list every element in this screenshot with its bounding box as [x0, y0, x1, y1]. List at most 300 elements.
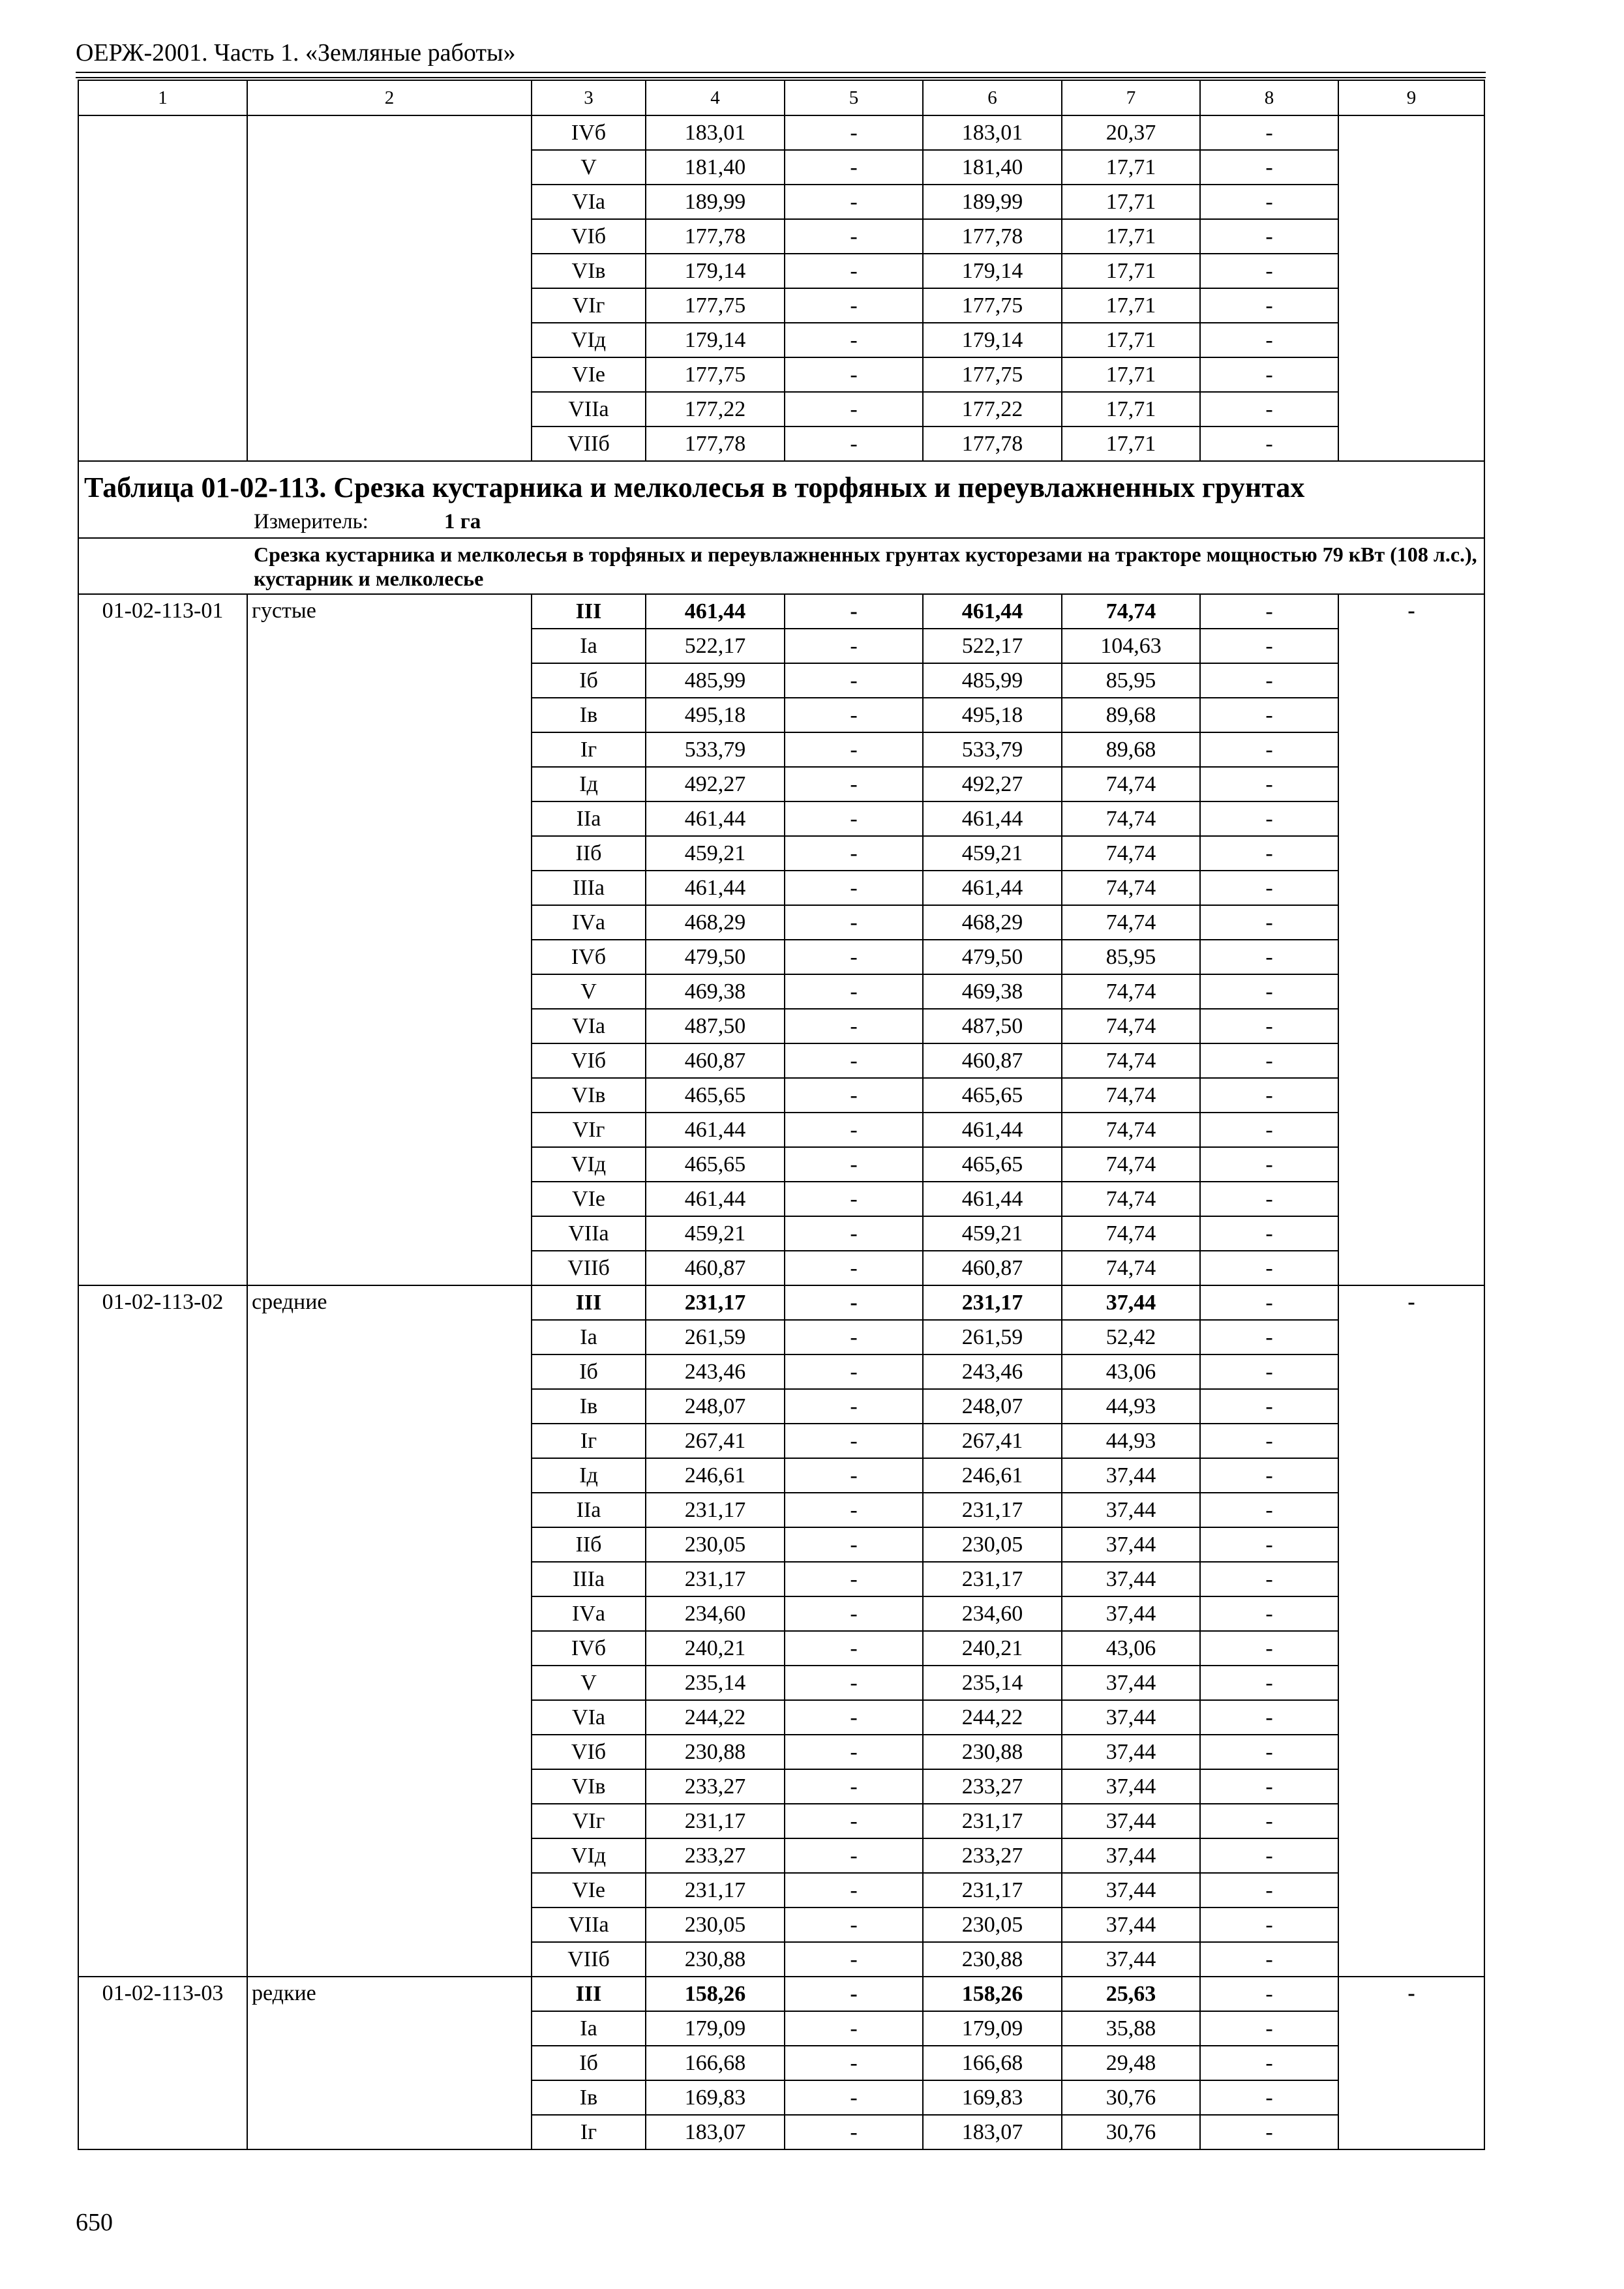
operator-wage-cell: 104,63	[1062, 629, 1200, 663]
material-cost-cell: -	[1200, 1251, 1338, 1285]
machine-cost-cell: 230,05	[923, 1908, 1062, 1942]
machine-cost-cell: 468,29	[923, 905, 1062, 940]
operator-wage-cell: 89,68	[1062, 698, 1200, 732]
material-cost-cell: -	[1200, 836, 1338, 871]
wage-cell: -	[785, 1527, 923, 1562]
wage-cell: -	[785, 871, 923, 905]
material-cost-cell: -	[1200, 1182, 1338, 1216]
direct-cost-cell: 177,78	[646, 426, 785, 461]
wage-cell: -	[785, 905, 923, 940]
soil-group-cell: III	[532, 1285, 646, 1320]
operator-wage-cell: 37,44	[1062, 1942, 1200, 1977]
machine-cost-cell: 469,38	[923, 974, 1062, 1009]
operator-wage-cell: 74,74	[1062, 1113, 1200, 1147]
column-number: 8	[1200, 80, 1338, 115]
table-title-row	[78, 461, 1484, 538]
machine-cost-cell: 461,44	[923, 801, 1062, 836]
material-cost-cell: -	[1200, 594, 1338, 629]
material-cost-cell: -	[1200, 1977, 1338, 2011]
material-cost-cell: -	[1200, 2046, 1338, 2080]
wage-cell: -	[785, 732, 923, 767]
direct-cost-cell: 177,75	[646, 357, 785, 392]
wage-cell: -	[785, 1631, 923, 1666]
machine-cost-cell: 177,78	[923, 426, 1062, 461]
direct-cost-cell: 461,44	[646, 1113, 785, 1147]
operator-wage-cell: 43,06	[1062, 1631, 1200, 1666]
column-number: 4	[646, 80, 785, 115]
direct-cost-cell: 459,21	[646, 1216, 785, 1251]
soil-group-cell: VIг	[532, 1113, 646, 1147]
wage-cell: -	[785, 357, 923, 392]
material-cost-cell: -	[1200, 2011, 1338, 2046]
operator-wage-cell: 89,68	[1062, 732, 1200, 767]
machine-cost-cell: 177,78	[923, 219, 1062, 254]
soil-group-cell: VIг	[532, 288, 646, 323]
material-cost-cell: -	[1200, 323, 1338, 357]
material-cost-cell: -	[1200, 732, 1338, 767]
material-cost-cell: -	[1200, 1804, 1338, 1838]
machine-cost-cell: 460,87	[923, 1043, 1062, 1078]
operator-wage-cell: 17,71	[1062, 150, 1200, 185]
operator-wage-cell: 25,63	[1062, 1977, 1200, 2011]
soil-group-cell: VIIа	[532, 1908, 646, 1942]
direct-cost-cell: 479,50	[646, 940, 785, 974]
soil-group-cell: V	[532, 974, 646, 1009]
direct-cost-cell: 261,59	[646, 1320, 785, 1354]
wage-cell: -	[785, 2080, 923, 2115]
soil-group-cell: VIв	[532, 1769, 646, 1804]
machine-cost-cell: 177,22	[923, 392, 1062, 426]
wage-cell: -	[785, 1078, 923, 1113]
direct-cost-cell: 166,68	[646, 2046, 785, 2080]
direct-cost-cell: 468,29	[646, 905, 785, 940]
operator-wage-cell: 37,44	[1062, 1458, 1200, 1493]
soil-group-cell: VIд	[532, 323, 646, 357]
direct-cost-cell: 495,18	[646, 698, 785, 732]
direct-cost-cell: 485,99	[646, 663, 785, 698]
column-number: 7	[1062, 80, 1200, 115]
wage-cell: -	[785, 801, 923, 836]
direct-cost-cell: 243,46	[646, 1354, 785, 1389]
soil-group-cell: VIIа	[532, 392, 646, 426]
direct-cost-cell: 487,50	[646, 1009, 785, 1043]
machine-cost-cell: 465,65	[923, 1078, 1062, 1113]
wage-cell: -	[785, 1838, 923, 1873]
material-cost-cell: -	[1200, 392, 1338, 426]
machine-cost-cell: 169,83	[923, 2080, 1062, 2115]
wage-cell: -	[785, 2115, 923, 2149]
soil-group-cell: IVа	[532, 1596, 646, 1631]
operator-wage-cell: 44,93	[1062, 1424, 1200, 1458]
col9-value: -	[1338, 1285, 1484, 1977]
material-cost-cell: -	[1200, 1700, 1338, 1735]
machine-cost-cell: 522,17	[923, 629, 1062, 663]
soil-group-cell: VIа	[532, 185, 646, 219]
material-cost-cell: -	[1200, 1769, 1338, 1804]
operator-wage-cell: 37,44	[1062, 1285, 1200, 1320]
wage-cell: -	[785, 1769, 923, 1804]
wage-cell: -	[785, 185, 923, 219]
operator-wage-cell: 17,71	[1062, 185, 1200, 219]
wage-cell: -	[785, 1251, 923, 1285]
soil-group-cell: VIа	[532, 1700, 646, 1735]
col9-value: -	[1338, 594, 1484, 1285]
group-base-row	[78, 594, 1484, 629]
machine-cost-cell: 485,99	[923, 663, 1062, 698]
material-cost-cell: -	[1200, 426, 1338, 461]
soil-group-cell: VIе	[532, 357, 646, 392]
direct-cost-cell: 179,14	[646, 254, 785, 288]
soil-group-cell: VIб	[532, 1043, 646, 1078]
rates-table	[78, 80, 1485, 2150]
material-cost-cell: -	[1200, 1043, 1338, 1078]
operator-wage-cell: 35,88	[1062, 2011, 1200, 2046]
soil-group-cell: IIа	[532, 1493, 646, 1527]
soil-group-cell: Iб	[532, 2046, 646, 2080]
wage-cell: -	[785, 1147, 923, 1182]
material-cost-cell: -	[1200, 1735, 1338, 1769]
direct-cost-cell: 231,17	[646, 1493, 785, 1527]
operator-wage-cell: 37,44	[1062, 1596, 1200, 1631]
operator-wage-cell: 74,74	[1062, 1251, 1200, 1285]
machine-cost-cell: 231,17	[923, 1562, 1062, 1596]
material-cost-cell: -	[1200, 1631, 1338, 1666]
operator-wage-cell: 37,44	[1062, 1493, 1200, 1527]
operator-wage-cell: 37,44	[1062, 1873, 1200, 1908]
wage-cell: -	[785, 629, 923, 663]
material-cost-cell: -	[1200, 801, 1338, 836]
operator-wage-cell: 74,74	[1062, 1009, 1200, 1043]
soil-group-cell: Iа	[532, 1320, 646, 1354]
material-cost-cell: -	[1200, 871, 1338, 905]
operator-wage-cell: 37,44	[1062, 1908, 1200, 1942]
operator-wage-cell: 52,42	[1062, 1320, 1200, 1354]
soil-group-cell: Iг	[532, 2115, 646, 2149]
machine-cost-cell: 231,17	[923, 1873, 1062, 1908]
material-cost-cell: -	[1200, 2080, 1338, 2115]
soil-group-cell: Iв	[532, 2080, 646, 2115]
material-cost-cell: -	[1200, 1389, 1338, 1424]
machine-cost-cell: 234,60	[923, 1596, 1062, 1631]
machine-cost-cell: 533,79	[923, 732, 1062, 767]
wage-cell: -	[785, 1389, 923, 1424]
soil-group-cell: VIIб	[532, 1251, 646, 1285]
wage-cell: -	[785, 1977, 923, 2011]
direct-cost-cell: 459,21	[646, 836, 785, 871]
machine-cost-cell: 177,75	[923, 288, 1062, 323]
machine-cost-cell: 461,44	[923, 1182, 1062, 1216]
material-cost-cell: -	[1200, 1666, 1338, 1700]
wage-cell: -	[785, 115, 923, 150]
direct-cost-cell: 189,99	[646, 185, 785, 219]
wage-cell: -	[785, 940, 923, 974]
operator-wage-cell: 17,71	[1062, 426, 1200, 461]
wage-cell: -	[785, 767, 923, 801]
machine-cost-cell: 461,44	[923, 1113, 1062, 1147]
table-row	[78, 115, 1484, 150]
direct-cost-cell: 230,05	[646, 1527, 785, 1562]
wage-cell: -	[785, 1216, 923, 1251]
wage-cell: -	[785, 1043, 923, 1078]
material-cost-cell: -	[1200, 905, 1338, 940]
machine-cost-cell: 230,88	[923, 1942, 1062, 1977]
machine-cost-cell: 230,05	[923, 1527, 1062, 1562]
operator-wage-cell: 17,71	[1062, 219, 1200, 254]
rate-code: 01-02-113-02	[78, 1285, 247, 1977]
rate-name: густые	[247, 594, 532, 1285]
soil-group-cell: Iв	[532, 698, 646, 732]
wage-cell: -	[785, 1424, 923, 1458]
material-cost-cell: -	[1200, 1354, 1338, 1389]
machine-cost-cell: 233,27	[923, 1838, 1062, 1873]
wage-cell: -	[785, 1942, 923, 1977]
material-cost-cell: -	[1200, 1908, 1338, 1942]
direct-cost-cell: 492,27	[646, 767, 785, 801]
direct-cost-cell: 460,87	[646, 1043, 785, 1078]
column-number-row	[78, 80, 1484, 115]
soil-group-cell: IIIа	[532, 871, 646, 905]
direct-cost-cell: 240,21	[646, 1631, 785, 1666]
soil-group-cell: VIIб	[532, 426, 646, 461]
soil-group-cell: IVб	[532, 940, 646, 974]
machine-cost-cell: 166,68	[923, 2046, 1062, 2080]
direct-cost-cell: 465,65	[646, 1078, 785, 1113]
material-cost-cell: -	[1200, 357, 1338, 392]
machine-cost-cell: 231,17	[923, 1493, 1062, 1527]
direct-cost-cell: 267,41	[646, 1424, 785, 1458]
material-cost-cell: -	[1200, 1424, 1338, 1458]
operator-wage-cell: 29,48	[1062, 2046, 1200, 2080]
operator-wage-cell: 74,74	[1062, 594, 1200, 629]
page-number: 650	[76, 2209, 113, 2236]
operator-wage-cell: 74,74	[1062, 905, 1200, 940]
wage-cell: -	[785, 1562, 923, 1596]
machine-cost-cell: 459,21	[923, 1216, 1062, 1251]
operator-wage-cell: 37,44	[1062, 1527, 1200, 1562]
measure-label: Измеритель:	[254, 510, 368, 533]
column-number: 6	[923, 80, 1062, 115]
operator-wage-cell: 44,93	[1062, 1389, 1200, 1424]
material-cost-cell: -	[1200, 1285, 1338, 1320]
subheading-row	[78, 538, 1484, 594]
wage-cell: -	[785, 1666, 923, 1700]
wage-cell: -	[785, 836, 923, 871]
operator-wage-cell: 85,95	[1062, 663, 1200, 698]
direct-cost-cell: 235,14	[646, 1666, 785, 1700]
direct-cost-cell: 231,17	[646, 1873, 785, 1908]
operator-wage-cell: 37,44	[1062, 1666, 1200, 1700]
operator-wage-cell: 74,74	[1062, 767, 1200, 801]
machine-cost-cell: 492,27	[923, 767, 1062, 801]
material-cost-cell: -	[1200, 1596, 1338, 1631]
soil-group-cell: IIа	[532, 801, 646, 836]
wage-cell: -	[785, 1458, 923, 1493]
wage-cell: -	[785, 288, 923, 323]
soil-group-cell: VIа	[532, 1009, 646, 1043]
soil-group-cell: Iб	[532, 663, 646, 698]
direct-cost-cell: 460,87	[646, 1251, 785, 1285]
machine-cost-cell: 181,40	[923, 150, 1062, 185]
measure-value: 1 га	[444, 510, 481, 533]
wage-cell: -	[785, 323, 923, 357]
soil-group-cell: III	[532, 1977, 646, 2011]
material-cost-cell: -	[1200, 1458, 1338, 1493]
table-title: Таблица 01-02-113. Срезка кустарника и мелколесья в торфяных и переувлажненных грунтах	[84, 471, 1305, 503]
material-cost-cell: -	[1200, 1147, 1338, 1182]
soil-group-cell: V	[532, 1666, 646, 1700]
wage-cell: -	[785, 1285, 923, 1320]
table-title-cell	[78, 461, 1484, 538]
wage-cell: -	[785, 1873, 923, 1908]
machine-cost-cell: 177,75	[923, 357, 1062, 392]
material-cost-cell: -	[1200, 2115, 1338, 2149]
operator-wage-cell: 20,37	[1062, 115, 1200, 150]
operator-wage-cell: 74,74	[1062, 1043, 1200, 1078]
group-base-row	[78, 1285, 1484, 1320]
machine-cost-cell: 179,14	[923, 254, 1062, 288]
operator-wage-cell: 74,74	[1062, 1216, 1200, 1251]
operator-wage-cell: 85,95	[1062, 940, 1200, 974]
direct-cost-cell: 183,07	[646, 2115, 785, 2149]
direct-cost-cell: 230,05	[646, 1908, 785, 1942]
wage-cell: -	[785, 1113, 923, 1147]
wage-cell: -	[785, 663, 923, 698]
code-cell-empty	[78, 115, 247, 461]
subheading-cell	[78, 538, 1484, 594]
wage-cell: -	[785, 2011, 923, 2046]
direct-cost-cell: 233,27	[646, 1769, 785, 1804]
material-cost-cell: -	[1200, 1113, 1338, 1147]
machine-cost-cell: 189,99	[923, 185, 1062, 219]
machine-cost-cell: 267,41	[923, 1424, 1062, 1458]
material-cost-cell: -	[1200, 185, 1338, 219]
operator-wage-cell: 37,44	[1062, 1838, 1200, 1873]
header-rule-secondary	[76, 77, 1486, 78]
material-cost-cell: -	[1200, 629, 1338, 663]
direct-cost-cell: 158,26	[646, 1977, 785, 2011]
wage-cell: -	[785, 1735, 923, 1769]
soil-group-cell: IIIа	[532, 1562, 646, 1596]
soil-group-cell: IIб	[532, 1527, 646, 1562]
machine-cost-cell: 460,87	[923, 1251, 1062, 1285]
material-cost-cell: -	[1200, 940, 1338, 974]
direct-cost-cell: 230,88	[646, 1735, 785, 1769]
operator-wage-cell: 17,71	[1062, 254, 1200, 288]
soil-group-cell: Iб	[532, 1354, 646, 1389]
column-number: 9	[1338, 80, 1484, 115]
soil-group-cell: VIв	[532, 1078, 646, 1113]
col9-cell-empty	[1338, 115, 1484, 461]
operator-wage-cell: 74,74	[1062, 836, 1200, 871]
direct-cost-cell: 522,17	[646, 629, 785, 663]
wage-cell: -	[785, 426, 923, 461]
wage-cell: -	[785, 392, 923, 426]
wage-cell: -	[785, 1182, 923, 1216]
wage-cell: -	[785, 1354, 923, 1389]
machine-cost-cell: 461,44	[923, 594, 1062, 629]
column-number: 1	[78, 80, 247, 115]
material-cost-cell: -	[1200, 288, 1338, 323]
soil-group-cell: Iг	[532, 1424, 646, 1458]
machine-cost-cell: 231,17	[923, 1285, 1062, 1320]
soil-group-cell: Iв	[532, 1389, 646, 1424]
machine-cost-cell: 487,50	[923, 1009, 1062, 1043]
machine-cost-cell: 179,14	[923, 323, 1062, 357]
direct-cost-cell: 244,22	[646, 1700, 785, 1735]
operator-wage-cell: 30,76	[1062, 2115, 1200, 2149]
wage-cell: -	[785, 594, 923, 629]
material-cost-cell: -	[1200, 767, 1338, 801]
soil-group-cell: VIIа	[532, 1216, 646, 1251]
material-cost-cell: -	[1200, 254, 1338, 288]
material-cost-cell: -	[1200, 1493, 1338, 1527]
wage-cell: -	[785, 1596, 923, 1631]
machine-cost-cell: 230,88	[923, 1735, 1062, 1769]
material-cost-cell: -	[1200, 115, 1338, 150]
material-cost-cell: -	[1200, 1216, 1338, 1251]
machine-cost-cell: 261,59	[923, 1320, 1062, 1354]
soil-group-cell: VIе	[532, 1873, 646, 1908]
material-cost-cell: -	[1200, 1009, 1338, 1043]
wage-cell: -	[785, 2046, 923, 2080]
direct-cost-cell: 461,44	[646, 594, 785, 629]
subheading-text: Срезка кустарника и мелколесья в торфяных и переувлажненных грунтах кусторезами на тракторе мощностью 79 кВт (108 л.с.), кустарник и мелколесье	[254, 543, 1477, 590]
material-cost-cell: -	[1200, 1838, 1338, 1873]
soil-group-cell: Iг	[532, 732, 646, 767]
operator-wage-cell: 37,44	[1062, 1700, 1200, 1735]
operator-wage-cell: 17,71	[1062, 323, 1200, 357]
material-cost-cell: -	[1200, 1320, 1338, 1354]
soil-group-cell: IVб	[532, 1631, 646, 1666]
material-cost-cell: -	[1200, 1078, 1338, 1113]
rate-code: 01-02-113-03	[78, 1977, 247, 2149]
operator-wage-cell: 37,44	[1062, 1804, 1200, 1838]
column-number: 3	[532, 80, 646, 115]
operator-wage-cell: 37,44	[1062, 1735, 1200, 1769]
material-cost-cell: -	[1200, 1527, 1338, 1562]
machine-cost-cell: 231,17	[923, 1804, 1062, 1838]
column-number: 5	[785, 80, 923, 115]
machine-cost-cell: 246,61	[923, 1458, 1062, 1493]
soil-group-cell: IIб	[532, 836, 646, 871]
operator-wage-cell: 30,76	[1062, 2080, 1200, 2115]
col9-value: -	[1338, 1977, 1484, 2149]
rate-code: 01-02-113-01	[78, 594, 247, 1285]
direct-cost-cell: 231,17	[646, 1562, 785, 1596]
direct-cost-cell: 469,38	[646, 974, 785, 1009]
material-cost-cell: -	[1200, 1942, 1338, 1977]
name-cell-empty	[247, 115, 532, 461]
machine-cost-cell: 183,07	[923, 2115, 1062, 2149]
wage-cell: -	[785, 1908, 923, 1942]
soil-group-cell: Iа	[532, 2011, 646, 2046]
direct-cost-cell: 533,79	[646, 732, 785, 767]
soil-group-cell: III	[532, 594, 646, 629]
soil-group-cell: V	[532, 150, 646, 185]
direct-cost-cell: 248,07	[646, 1389, 785, 1424]
machine-cost-cell: 158,26	[923, 1977, 1062, 2011]
operator-wage-cell: 37,44	[1062, 1769, 1200, 1804]
material-cost-cell: -	[1200, 150, 1338, 185]
direct-cost-cell: 246,61	[646, 1458, 785, 1493]
machine-cost-cell: 479,50	[923, 940, 1062, 974]
operator-wage-cell: 43,06	[1062, 1354, 1200, 1389]
operator-wage-cell: 74,74	[1062, 1182, 1200, 1216]
machine-cost-cell: 461,44	[923, 871, 1062, 905]
direct-cost-cell: 179,09	[646, 2011, 785, 2046]
machine-cost-cell: 183,01	[923, 115, 1062, 150]
direct-cost-cell: 233,27	[646, 1838, 785, 1873]
